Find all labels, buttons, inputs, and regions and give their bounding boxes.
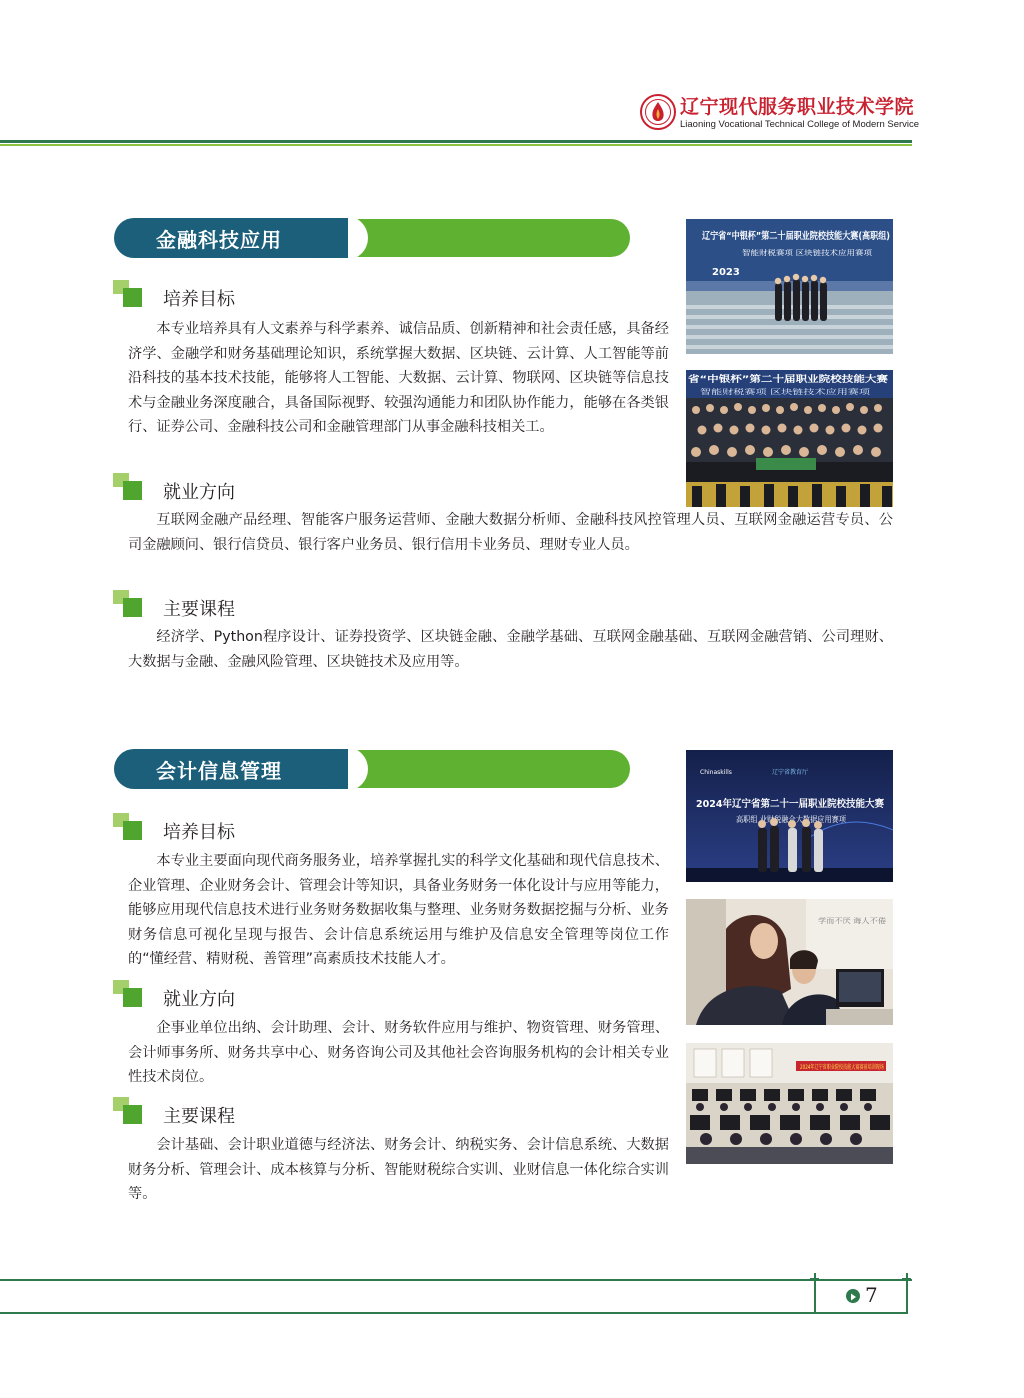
goal-paragraph: 本专业主要面向现代商务服务业，培养掌握扎实的科学文化基础和现代信息技术、企业管理、企业财务会计、管理会计等知识，具备业务财务一体化设计与应用等能力，能够应用现代信息技术进行业务财务数据收集与整理、业务财务数据挖掘与分析、业务财务信息可视化呈现与报告、会计信息系统运用与维护及信息安全管理等岗位工作的“懂经营、精财税、善管理”高素质技术技能人才。 [128,853,669,967]
photo-banner-line1: 2024年辽宁省第二十一届职业院校技能大赛 [696,799,894,810]
photo-banner-line2: 智能财税赛项 区块链技术应用赛项 [700,388,808,396]
footer-rule-top [0,1279,912,1281]
photo-banner-line2: 智能财税赛项 区块链技术应用赛项 [742,249,850,257]
photo-banner-year: 2023 [712,267,740,278]
section-banner-fintech [114,218,630,258]
courses-paragraph: 会计基础、会计职业道德与经济法、财务会计、纳税实务、会计信息系统、大数据财务分析、管理会计、成本核算与分析、智能财税综合实训、业财信息一体化综合实训等。 [128,1137,669,1202]
courses-paragraph: 经济学、Python程序设计、证券投资学、区块链金融、金融学基础、互联网金融基础、互联网金融营销、公司理财、大数据与金融、金融风险管理、区块链技术及应用等。 [128,629,893,670]
career-paragraph: 互联网金融产品经理、智能客户服务运营师、金融大数据分析师、金融科技风控管理人员、互联网金融运营专员、公司金融顾问、银行信贷员、银行客户业务员、银行信用卡业务员、理财专业人员。 [128,512,893,553]
career-paragraph: 企事业单位出纳、会计助理、会计、财务软件应用与维护、物资管理、财务管理、会计师事务所、财务共享中心、财务咨询公司及其他社会咨询服务机构的会计相关专业性技术岗位。 [128,1020,669,1085]
header-rule-dark [0,140,912,143]
section-title: 会计信息管理 [156,759,282,783]
section-title: 金融科技应用 [156,228,282,252]
photo-computer-lab-closeup [686,899,893,1025]
photo-banner-line2: 高职组 业财税融合大数据应用赛项 [736,815,859,824]
photo-competition-stage [686,750,893,882]
photo-computer-lab-wide [686,1043,924,1164]
photo-sponsor-left: Chinaskills [700,769,732,776]
photo-banner-line1: 辽宁省“中银杯”第二十届职业院校技能大赛(高职组) [702,231,923,242]
school-name-cn: 辽宁现代服务职业技术学院 [680,96,915,118]
header-rule-light [0,144,912,146]
section-banner-accounting [114,749,630,789]
photo-wall-text: 学而不厌 诲人不倦 [818,917,877,925]
goal-paragraph: 本专业培养具有人文素养与科学素养、诚信品质、创新精神和社会责任感，具备经济学、金融学和财务基础理论知识，系统掌握大数据、区块链、云计算、人工智能等前沿科技的基本技术技能，能够将人工智能、大数据、云计算、物联网、区块链等信息技术与金融业务深度融合，具备国际视野、较强沟通能力和团队协作能力，能够在各类银行、证券公司、金融科技公司和金融管理部门从事金融科技相关工。 [128,321,669,435]
college-logo [640,92,920,136]
photo-competition-steps [686,219,923,354]
photo-banner-line1: 省“中银杯”第二十届职业院校技能大赛 [688,375,844,385]
school-name-en: Liaoning Vocational Technical College of Modern Service [680,119,920,130]
play-arrow-icon [846,1289,860,1303]
footer-rule-bottom [0,1312,908,1314]
photo-group-audience [686,370,893,507]
photo-banner: 2024年辽宁省职业院校技能大赛赛前培训现场 [800,1064,924,1071]
photo-sponsor-right: 辽宁省教育厅 [772,769,809,776]
college-seal-icon [640,94,676,130]
